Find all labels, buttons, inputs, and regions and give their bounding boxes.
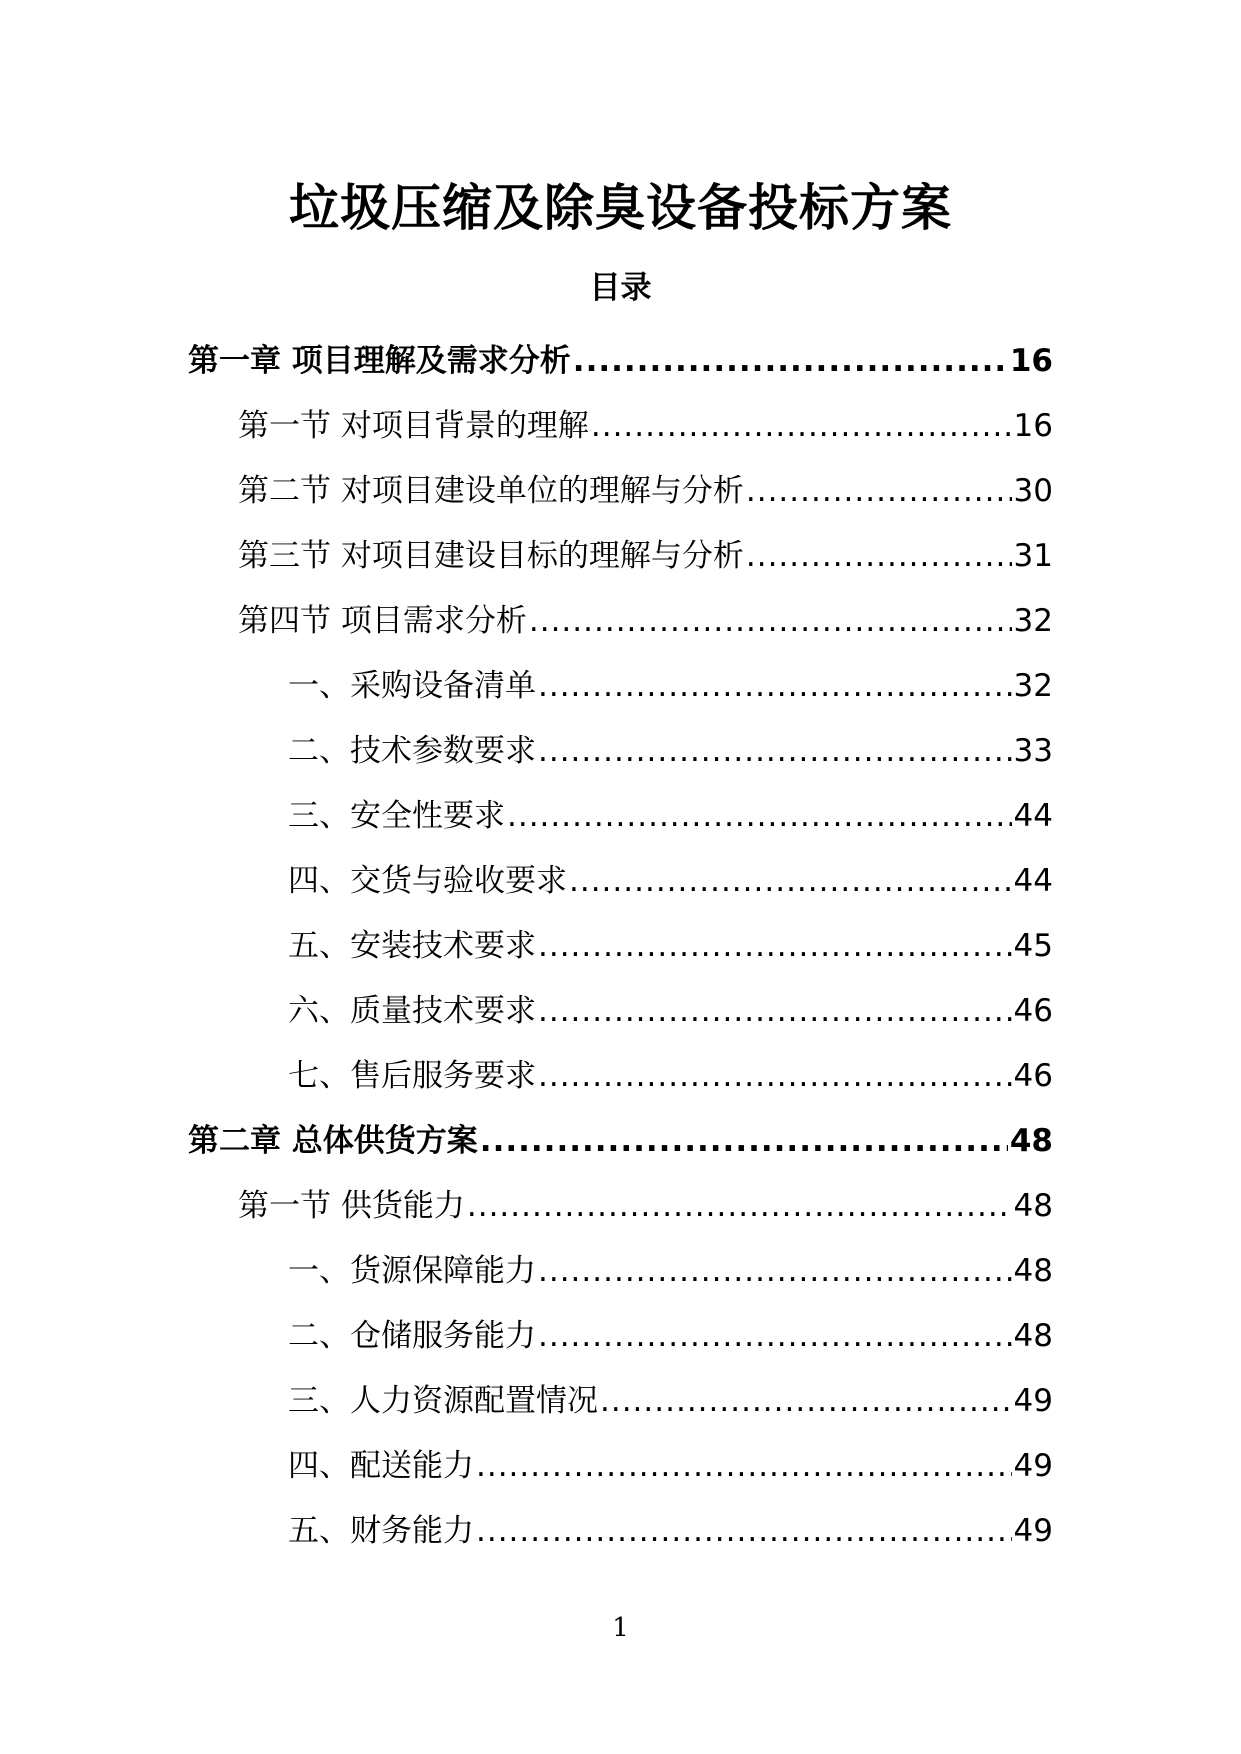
- toc-dot-leader: [591, 404, 1012, 448]
- toc-entry-title: 一、货源保障能力: [288, 1252, 536, 1289]
- toc-dot-leader: [538, 1314, 1012, 1358]
- toc-entry[interactable]: [0, 328, 1241, 393]
- toc-entry-title: 第二节 对项目建设单位的理解与分析: [238, 472, 744, 509]
- toc-entry-page: 48: [1013, 1317, 1053, 1354]
- page-number: 1: [612, 1613, 629, 1643]
- toc-entry-title: 六、质量技术要求: [288, 992, 536, 1029]
- toc-entry[interactable]: [0, 653, 1241, 718]
- toc-entry-page: 33: [1013, 732, 1053, 769]
- toc-entry-page: 48: [1009, 1122, 1053, 1159]
- toc-dot-leader: [538, 1054, 1012, 1098]
- toc-dot-leader: [746, 469, 1012, 513]
- toc-entry-title: 四、交货与验收要求: [288, 862, 567, 899]
- toc-entry-page: 48: [1013, 1252, 1053, 1289]
- toc-entry[interactable]: [0, 1303, 1241, 1368]
- document-title: 垃圾压缩及除臭设备投标方案: [289, 179, 952, 237]
- toc-dot-leader: [746, 534, 1012, 578]
- toc-entry-page: 44: [1013, 862, 1053, 899]
- toc-entry-title: 第四节 项目需求分析: [238, 602, 527, 639]
- toc-entry[interactable]: [0, 848, 1241, 913]
- toc-dot-leader: [507, 794, 1012, 838]
- toc-entry[interactable]: [0, 1043, 1241, 1108]
- toc-dot-leader: [476, 1509, 1012, 1553]
- toc-entry[interactable]: [0, 1238, 1241, 1303]
- toc-entry-title: 二、仓储服务能力: [288, 1317, 536, 1354]
- toc-entry-page: 44: [1013, 797, 1053, 834]
- toc-entry[interactable]: [0, 978, 1241, 1043]
- toc-entry-page: 45: [1013, 927, 1053, 964]
- toc-entry-page: 32: [1013, 667, 1053, 704]
- toc-entry[interactable]: [0, 913, 1241, 978]
- toc-entry-page: 48: [1013, 1187, 1053, 1224]
- toc-entry-title: 七、售后服务要求: [288, 1057, 536, 1094]
- toc-dot-leader: [538, 729, 1012, 773]
- toc-entry-title: 五、财务能力: [288, 1512, 474, 1549]
- toc-entry-title: 第三节 对项目建设目标的理解与分析: [238, 537, 744, 574]
- toc-entry[interactable]: [0, 783, 1241, 848]
- toc-entry-title: 五、安装技术要求: [288, 927, 536, 964]
- toc-dot-leader: [573, 339, 1008, 383]
- toc-entry-title: 第一章 项目理解及需求分析: [188, 342, 571, 379]
- toc-entry-title: 二、技术参数要求: [288, 732, 536, 769]
- toc-entry-title: 第一节 对项目背景的理解: [238, 407, 589, 444]
- toc-entry-page: 46: [1013, 1057, 1053, 1094]
- toc-entry-title: 三、安全性要求: [288, 797, 505, 834]
- toc-entry-page: 32: [1013, 602, 1053, 639]
- toc-entry-page: 49: [1013, 1512, 1053, 1549]
- toc-entry-page: 46: [1013, 992, 1053, 1029]
- toc-heading: 目录: [589, 270, 652, 306]
- toc-dot-leader: [600, 1379, 1012, 1423]
- toc-entry-page: 16: [1009, 342, 1053, 379]
- toc-entry[interactable]: [0, 1173, 1241, 1238]
- toc-entry-title: 四、配送能力: [288, 1447, 474, 1484]
- toc-dot-leader: [569, 859, 1012, 903]
- toc-entry-title: 一、采购设备清单: [288, 667, 536, 704]
- toc-entry[interactable]: [0, 393, 1241, 458]
- toc-entry[interactable]: [0, 588, 1241, 653]
- toc-dot-leader: [538, 924, 1012, 968]
- toc-entry-page: 30: [1013, 472, 1053, 509]
- toc-entry[interactable]: [0, 718, 1241, 783]
- toc-entry[interactable]: [0, 1433, 1241, 1498]
- toc-dot-leader: [476, 1444, 1012, 1488]
- toc-entry[interactable]: [0, 458, 1241, 523]
- toc-entry-title: 三、人力资源配置情况: [288, 1382, 598, 1419]
- toc-entry-title: 第二章 总体供货方案: [188, 1122, 478, 1159]
- toc-dot-leader: [538, 1249, 1012, 1293]
- toc-entry-page: 16: [1013, 407, 1053, 444]
- toc-entry-page: 31: [1013, 537, 1053, 574]
- toc-dot-leader: [538, 989, 1012, 1033]
- toc-entry-title: 第一节 供货能力: [238, 1187, 465, 1224]
- table-of-contents: [0, 328, 1241, 1563]
- toc-entry-page: 49: [1013, 1382, 1053, 1419]
- toc-dot-leader: [529, 599, 1012, 643]
- toc-entry-page: 49: [1013, 1447, 1053, 1484]
- toc-entry[interactable]: [0, 1108, 1241, 1173]
- toc-entry[interactable]: [0, 523, 1241, 588]
- toc-dot-leader: [467, 1184, 1012, 1228]
- toc-entry[interactable]: [0, 1368, 1241, 1433]
- toc-dot-leader: [480, 1119, 1008, 1163]
- toc-dot-leader: [538, 664, 1012, 708]
- toc-entry[interactable]: [0, 1498, 1241, 1563]
